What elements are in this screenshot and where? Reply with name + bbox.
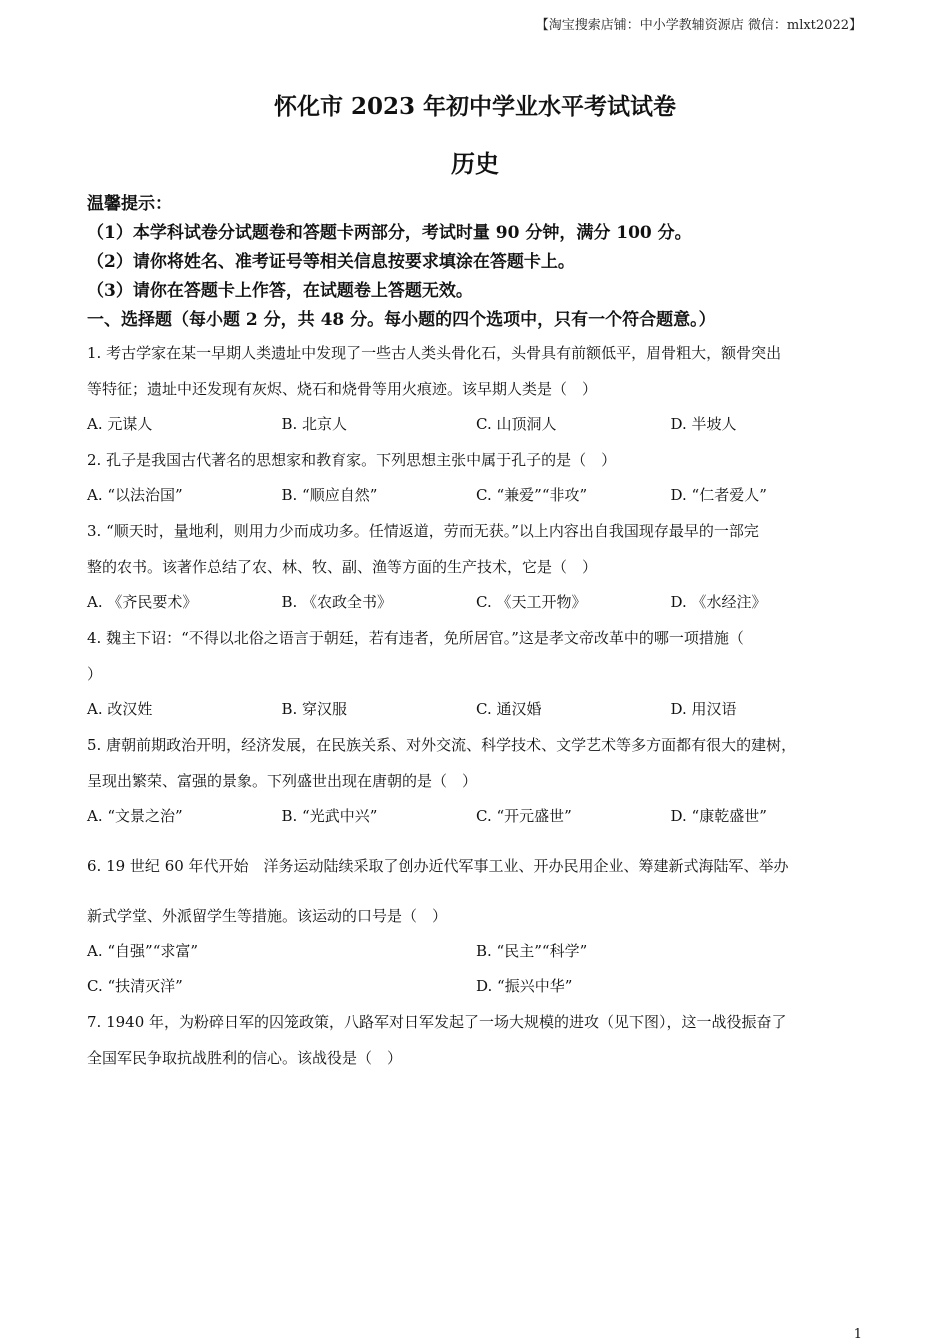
option-c: C. “开元盛世” (476, 807, 572, 825)
option-b: B. “顺应自然” (281, 486, 378, 504)
question-text: 等特征；遗址中还发现有灰烬、烧石和烧骨等用火痕迹。该早期人类是（ ） (87, 380, 598, 398)
option-b: B. 北京人 (281, 415, 348, 433)
question-text: 整的农书。该著作总结了农、林、牧、副、渔等方面的生产技术，它是（ ） (87, 558, 598, 576)
question-text: 全国军民争取抗战胜利的信心。该战役是（ ） (87, 1049, 403, 1067)
option-a: A. “自强”“求富” (87, 942, 199, 960)
option-b: B. “民主”“科学” (476, 942, 588, 960)
page-number: 1 (853, 1327, 862, 1342)
option-d: D. “仁者爱人” (670, 486, 767, 504)
option-a: A. “以法治国” (87, 486, 183, 504)
question-1 (87, 335, 867, 442)
question-text: 呈现出繁荣、富强的景象。下列盛世出现在唐朝的是（ ） (87, 772, 478, 790)
question-text: 5. 唐朝前期政治开明，经济发展，在民族关系、对外交流、科学技术、文学艺术等多方面都有很大的建树， (87, 736, 797, 754)
option-a: A. 《齐民要术》 (87, 593, 198, 611)
option-d: D. “康乾盛世” (670, 807, 767, 825)
question-text: 新式学堂、外派留学生等措施。该运动的口号是（ ） (87, 907, 448, 925)
question-text: 6. 19 世纪 60 年代开始 洋务运动陆续采取了创办近代军事工业、开办民用企业、筹建新式海陆军、举办 (87, 857, 789, 875)
question-text: 3. “顺天时，量地利，则用力少而成功多。任情返道，劳而无获。”以上内容出自我国现存最早的一部完 (87, 522, 759, 540)
option-d: D. 用汉语 (670, 700, 737, 718)
option-b: B. 《农政全书》 (281, 593, 393, 611)
tips-heading: 温馨提示： (87, 194, 172, 214)
option-c: C. 山顶洞人 (476, 415, 557, 433)
option-b: B. 穿汉服 (281, 700, 348, 718)
option-row (87, 969, 867, 1004)
question-3 (87, 513, 867, 620)
tip-item: （1）本学科试卷分试题卷和答题卡两部分，考试时量 90 分钟，满分 100 分。 (87, 223, 692, 243)
option-row (87, 407, 867, 442)
question-4 (87, 620, 867, 727)
subject-title: 历史 (451, 149, 499, 178)
option-row (87, 585, 867, 620)
option-d: D. 《水经注》 (670, 593, 767, 611)
option-row (87, 934, 867, 969)
option-row (87, 692, 867, 727)
question-text: 1. 考古学家在某一早期人类遗址中发现了一些古人类头骨化石，头骨具有前额低平，眉骨粗大，额骨突出 (87, 344, 782, 362)
option-row (87, 478, 867, 513)
option-c: C. 《天工开物》 (476, 593, 587, 611)
question-text: 4. 魏主下诏：“不得以北俗之语言于朝廷，若有违者，免所居官。”这是孝文帝改革中的哪一项措施（ (87, 629, 744, 647)
question-text: 2. 孔子是我国古代著名的思想家和教育家。下列思想主张中属于孔子的是（ ） (87, 451, 617, 469)
option-a: A. 改汉姓 (87, 700, 153, 718)
question-6 (87, 848, 867, 1004)
option-row (87, 799, 867, 834)
question-5 (87, 727, 867, 834)
header-note: 【淘宝搜索店铺：中小学教辅资源店 微信：mlxt2022】 (535, 18, 862, 33)
option-d: D. 半坡人 (670, 415, 737, 433)
option-c: C. “扶清灭洋” (87, 977, 183, 995)
question-7 (87, 1004, 867, 1076)
option-d: D. “振兴中华” (476, 977, 573, 995)
option-a: A. “文景之治” (87, 807, 183, 825)
section-title: 一、选择题（每小题 2 分，共 48 分。每小题的四个选项中，只有一个符合题意。） (87, 310, 716, 330)
option-a: A. 元谋人 (87, 415, 153, 433)
tip-item: （3）请你在答题卡上作答，在试题卷上答题无效。 (87, 281, 473, 301)
question-2 (87, 442, 867, 513)
exam-title: 怀化市 2023 年初中学业水平考试试卷 (273, 93, 677, 120)
tip-item: （2）请你将姓名、准考证号等相关信息按要求填涂在答题卡上。 (87, 252, 575, 272)
option-c: C. “兼爱”“非攻” (476, 486, 588, 504)
option-c: C. 通汉婚 (476, 700, 542, 718)
question-text: 7. 1940 年，为粉碎日军的囚笼政策，八路军对日军发起了一场大规模的进攻（见下图），这一战役振奋了 (87, 1013, 787, 1031)
option-b: B. “光武中兴” (281, 807, 378, 825)
question-text: ） (87, 665, 103, 683)
exam-content (87, 190, 867, 1076)
